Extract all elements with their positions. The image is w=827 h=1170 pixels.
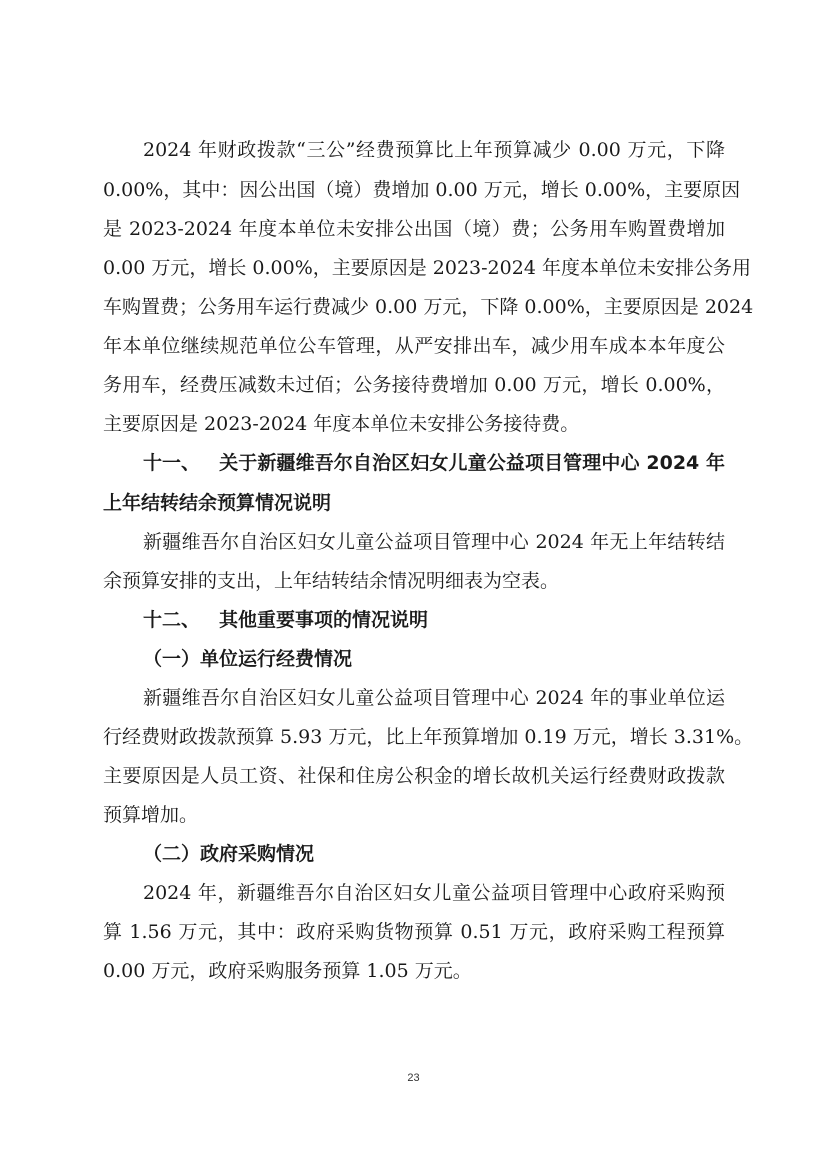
paragraph-line: 新疆维吾尔自治区妇女儿童公益项目管理中心 2024 年的事业单位运: [143, 687, 725, 709]
paragraph-line: 主要原因是 2023-2024 年度本单位未安排公务接待费。: [103, 413, 580, 435]
paragraph-line: 是 2023-2024 年度本单位未安排公出国（境）费；公务用车购置费增加: [103, 218, 725, 240]
paragraph-line: 预算增加。: [103, 804, 199, 826]
page-number: 23: [407, 1072, 420, 1084]
paragraph-line: 2024 年财政拨款“三公”经费预算比上年预算减少 0.00 万元，下降: [143, 139, 725, 161]
section-11-title: 关于新疆维吾尔自治区妇女儿童公益项目管理中心 2024 年: [219, 452, 725, 474]
section-12-heading: [143, 607, 725, 633]
subsection-1-heading: （一）单位运行经费情况: [143, 648, 353, 670]
paragraph-line: 务用车，经费压减数未过佰；公务接待费增加 0.00 万元，增长 0.00%，: [103, 374, 725, 396]
paragraph-line: 年本单位继续规范单位公车管理，从严安排出车，减少用车成本本年度公: [103, 335, 725, 357]
paragraph-line: 车购置费；公务用车运行费减少 0.00 万元，下降 0.00%，主要原因是 2024: [103, 296, 754, 318]
section-12-number: 十二、: [143, 609, 201, 631]
paragraph-line: 新疆维吾尔自治区妇女儿童公益项目管理中心 2024 年无上年结转结: [143, 531, 725, 553]
paragraph-line: 2024 年，新疆维吾尔自治区妇女儿童公益项目管理中心政府采购预: [143, 882, 725, 904]
paragraph-line: 主要原因是人员工资、社保和住房公积金的增长故机关运行经费财政拨款: [103, 765, 725, 787]
paragraph-line: 0.00 万元，政府采购服务预算 1.05 万元。: [103, 960, 472, 982]
paragraph-line: 行经费财政拨款预算 5.93 万元，比上年预算增加 0.19 万元，增长 3.31%。: [103, 726, 754, 748]
paragraph-line: 0.00%，其中：因公出国（境）费增加 0.00 万元，增长 0.00%，主要原因: [103, 179, 741, 201]
paragraph-line: 算 1.56 万元，其中：政府采购货物预算 0.51 万元，政府采购工程预算: [103, 921, 725, 943]
section-11-number: 十一、: [143, 452, 201, 474]
section-12-title: 其他重要事项的情况说明: [219, 609, 429, 631]
subsection-2-heading: （二）政府采购情况: [143, 843, 315, 865]
paragraph-line: 0.00 万元，增长 0.00%，主要原因是 2023-2024 年度本单位未安排公务用: [103, 257, 751, 279]
section-11-title-cont: 上年结转结余预算情况说明: [103, 492, 332, 514]
section-11-heading: [143, 450, 725, 476]
paragraph-line: 余预算安排的支出，上年结转结余情况明细表为空表。: [103, 570, 560, 592]
